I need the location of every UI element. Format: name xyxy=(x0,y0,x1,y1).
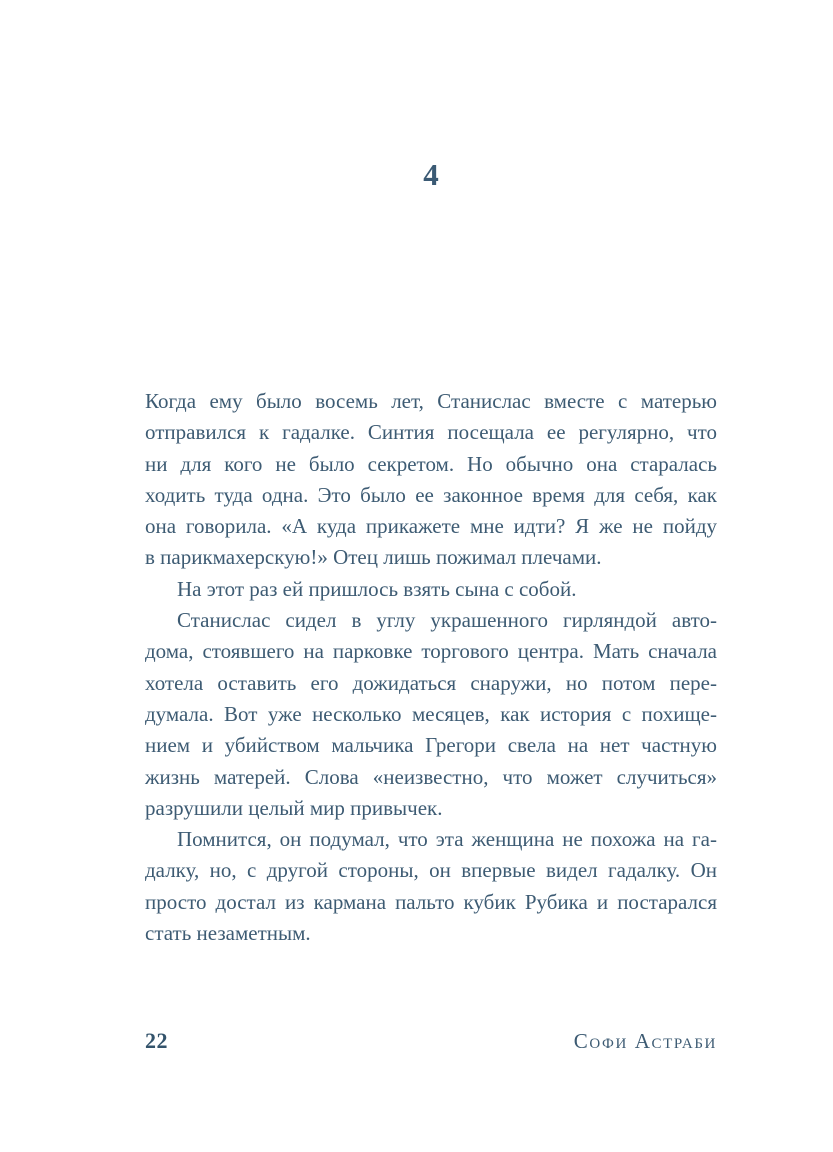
text-line: Когда ему было восемь лет, Станислас вместе с матерью xyxy=(145,389,717,413)
chapter-number: 4 xyxy=(423,157,439,192)
text-line: ни для кого не было секретом. Но обычно она старалась xyxy=(145,451,717,476)
text-line: стать незаметным. xyxy=(145,921,311,946)
text-line: думала. Вот уже несколько месяцев, как история с похище- xyxy=(145,701,717,726)
text-line: жизнь матерей. Слова «неизвестно, что может случиться» xyxy=(145,764,717,789)
page-number: 22 xyxy=(145,1028,168,1053)
text-line: она говорила. «А куда прикажете мне идти? Я же не пойду xyxy=(145,514,717,539)
text-line: На этот раз ей пришлось взять сына с собой. xyxy=(177,576,577,601)
text-line: ходить туда одна. Это было ее законное время для себя, как xyxy=(145,482,717,507)
body-text xyxy=(145,386,717,949)
text-line: нием и убийством мальчика Грегори свела на нет частную xyxy=(145,733,717,758)
text-line: разрушили целый мир привычек. xyxy=(145,795,443,820)
text-line: отправился к гадалке. Синтия посещала ее регулярно, что xyxy=(145,420,717,445)
text-line: просто достал из кармана пальто кубик Рубика и постарался xyxy=(145,889,717,914)
text-line: в парикмахерскую!» Отец лишь пожимал плечами. xyxy=(145,545,602,570)
text-line: дома, стоявшего на парковке торгового центра. Мать сначала xyxy=(145,639,717,664)
text-line: Помнится, он подумал, что эта женщина не похожа на га- xyxy=(177,827,717,852)
text-line: далку, но, с другой стороны, он впервые видел гадалку. Он xyxy=(145,858,717,883)
text-line: хотела оставить его дожидаться снаружи, но потом пере- xyxy=(145,670,717,695)
running-title-author: Софи Астраби xyxy=(573,1029,717,1053)
text-line: Станислас сидел в углу украшенного гирляндой авто- xyxy=(177,608,717,633)
page-footer xyxy=(145,1028,717,1054)
